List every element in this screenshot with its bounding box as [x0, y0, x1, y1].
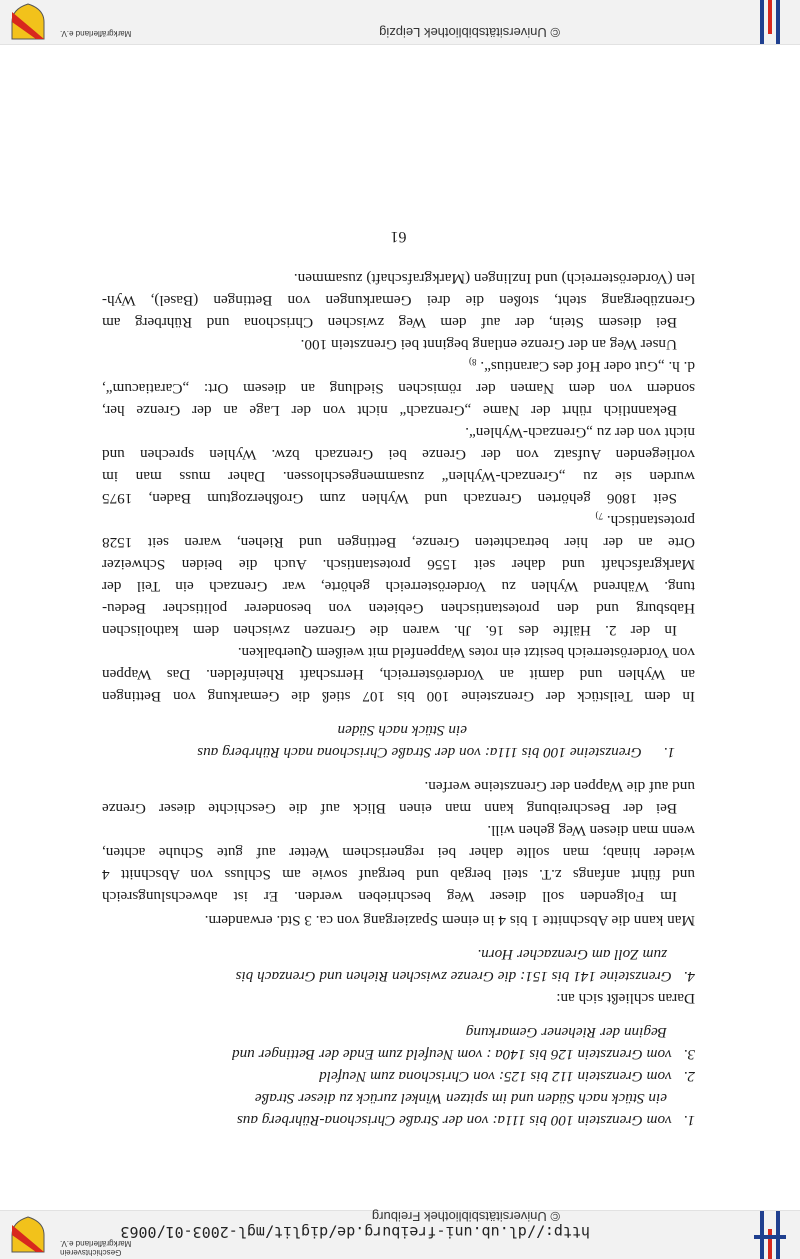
toc-number: 1. — [683, 1112, 695, 1129]
para1-line: an Wyhlen und damit an Vorderösterreich, Herrschaft Rheinfelden. Das Wappen — [102, 666, 695, 683]
para5-line: Im Folgenden soll dieser Weg beschrieben werden. Er ist abwechslungsreich — [102, 888, 677, 905]
intro-line: Bei diesem Stein, der auf dem Weg zwischen Chrischona und Rührberg am — [102, 314, 677, 331]
toc-item-1 — [102, 1109, 695, 1131]
para2-line: Orte an der hier betrachteten Grenze, Bettingen und Riehen, waren seit 1528 — [102, 534, 695, 551]
footer-society-name — [60, 29, 175, 38]
section4-heading — [102, 965, 695, 987]
intro-line: len (Vorderösterreich) und Inzlingen (Markgrafschaft) zusammen. — [293, 270, 695, 287]
copyright-notice: © Universitätsbibliothek Freiburg — [371, 1209, 560, 1224]
viewer-footer-bar — [0, 0, 800, 45]
footer-copyright-notice: © Universitätsbibliothek Leipzig — [379, 25, 560, 40]
para6-last: und auf die Wappen der Grenzsteine werfen. — [424, 778, 695, 795]
section-number: 1. — [663, 744, 675, 761]
intro-line: Unser Weg an der Grenze entlang beginnt bei Grenzstein 100. — [300, 336, 677, 353]
para1-line: In dem Teilstück der Grenzsteine 100 bis 107 stieß die Gemarkung von Bettingen — [102, 688, 695, 705]
para2-line: In der 2. Hälfte des 16. Jh. waren die Grenzen zwischen dem katholischen — [102, 622, 677, 639]
footnote-ref: 8) — [469, 357, 477, 367]
para1-line: von Vorderösterreich besitzt ein rotes Wappenfeld mit weißem Querbalken. — [237, 644, 695, 661]
follows-text: Daran schließt sich an: — [556, 990, 695, 1007]
toc-line: vom Grenzstein 112 bis 125: von Chrischona zum Neufeld — [319, 1068, 672, 1085]
toc-item-3 — [102, 1043, 695, 1065]
para4-line: Bekanntlich rührt der Name „Grenzach“ nicht von der Lage an der Grenze her, — [102, 402, 677, 419]
section-title: Grenzsteine 141 bis 151: die Grenze zwischen Riehen und Grenzach bis — [235, 968, 672, 985]
para4-last-text: d. h. „Gut oder Hof des Carantius“. — [480, 358, 695, 375]
society-name-line2: Markgräflerland e.V. — [60, 1239, 132, 1248]
toc-item-1-cont: ein Stück nach Süden und im spitzen Winkel zurück zu dieser Straße — [254, 1090, 667, 1107]
toc-item-2 — [102, 1065, 695, 1087]
footnote-ref: 7) — [595, 511, 604, 521]
toc-number: 2. — [683, 1068, 695, 1085]
viewer-header-bar — [0, 1210, 800, 1259]
para2-line: Markgrafschaft und daher seit 1556 protestantisch. Auch die beiden Schweizer — [102, 556, 695, 573]
library-bars-icon — [750, 0, 790, 44]
para5-last: wenn man diesen Weg gehen will. — [487, 822, 695, 839]
section1-heading — [82, 741, 675, 763]
section-title: Grenzsteine 100 bis 111a: von der Straße Chrischona nach Rührberg aus — [197, 744, 642, 761]
para4-line: sondern von dem Namen der römischen Siedlung an diesem Ort: „Caratiacum“, — [102, 380, 695, 397]
intro-line: Grenzübergang steht, stoßen die drei Gemarkungen von Bettingen (Basel), Wyh- — [102, 292, 695, 309]
para5-line: und führt anfangs z.T. steil bergab und bergauf sowie am Schluss von Abschnitt 4 — [102, 866, 695, 883]
para3-line: vorliegenden Aufsatz von der Grenze bei Grenzach bzw. Wyhlen sprechen und — [102, 446, 695, 463]
para2-line: Habsburg und den protestantischen Gebieten von besonderer politischer Bedeu- — [102, 600, 695, 617]
footer-society-name-line2: Markgräflerland e.V. — [60, 29, 132, 38]
page-number: 61 — [390, 228, 407, 245]
para2-last-text: protestantisch. — [606, 512, 695, 529]
para5-line: wieder hinab; man sollte daher bei regnerischem Wetter auf gute Schuhe achten, — [102, 844, 695, 861]
para3-line: wurden sie zu „Grenzach-Wyhlen“ zusammengeschlossen. Daher muss man im — [102, 468, 695, 485]
para6-line: Bei der Beschreibung kann man einen Blick auf die Geschichte dieser Grenze — [102, 800, 677, 817]
coat-of-arms-icon — [8, 1215, 48, 1255]
library-bars-icon — [750, 1211, 790, 1259]
society-name — [60, 1239, 175, 1257]
toc-number: 3. — [683, 1046, 695, 1063]
para3-last: nicht von der zu „Grenzach-Wyhlen“. — [465, 424, 695, 441]
toc-line: vom Grenzstein 126 bis 140a : vom Neufeld zum Ende der Bettinger und — [232, 1046, 672, 1063]
toc-item-3-cont: Beginn der Riehener Gemarkung — [465, 1024, 667, 1041]
para3-line: Seit 1806 gehörten Grenzach und Wyhlen zum Großherzogtum Baden, 1975 — [102, 490, 677, 507]
para2-line: tung. Während Wyhlen zu Vorderösterreich gehörte, war Grenzach ein Teil der — [102, 578, 695, 595]
coat-of-arms-icon — [8, 2, 48, 42]
section4-heading-cont: zum Zoll am Grenzacher Horn. — [477, 946, 667, 963]
toc-line: vom Grenzstein 100 bis 111a: von der Straße Chrischona-Rührberg aus — [236, 1112, 672, 1129]
overview-lead: Man kann die Abschnitte 1 bis 4 in einem Spaziergang von ca. 3 Std. erwandern. — [204, 912, 695, 929]
section1-heading-cont: ein Stück nach Süden — [337, 722, 467, 739]
document-url[interactable]: http://dl.ub.uni-freiburg.de/diglit/mgl-2003-01/0063 — [120, 1223, 590, 1241]
section-number: 4. — [683, 968, 695, 985]
society-name-line1: Geschichtsverein — [60, 1248, 122, 1257]
